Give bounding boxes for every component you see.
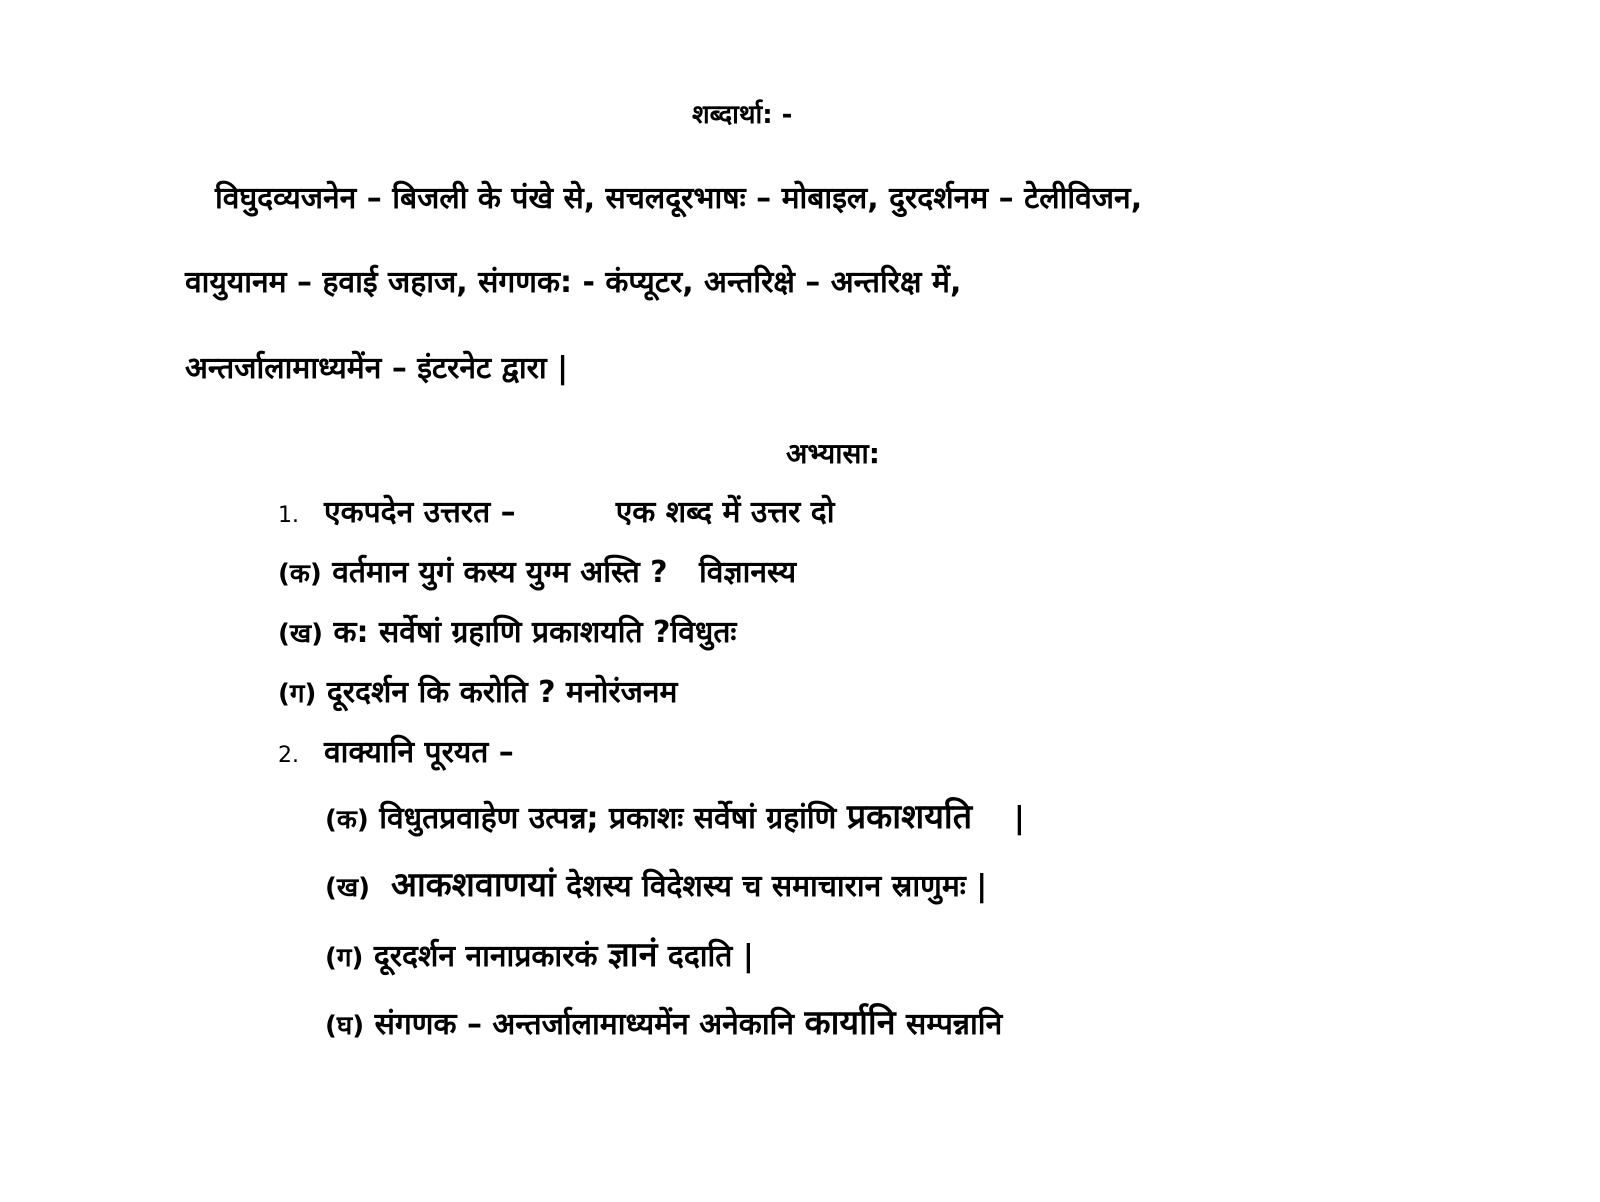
q1-item-label: (क) [278, 559, 322, 589]
q2-item-after: सम्पन्नानि [906, 1007, 1003, 1042]
q1-item-answer: विज्ञानस्य [698, 555, 797, 590]
q1-item-ga [278, 675, 678, 710]
q2-item-before: संगणक – अन्तर्जालामाध्यमेंन अनेकानि [374, 1007, 795, 1042]
q2-item-before: दूरदर्शन नानाप्रकारकं [373, 939, 598, 974]
q2-item-gha [325, 1003, 1003, 1043]
q2-item-kha [325, 865, 988, 905]
q2-instruction: वाक्यानि पूरयत – [324, 735, 514, 770]
q1-item-answer: विधुतः [670, 615, 737, 650]
q1-item-ka [278, 555, 797, 590]
q1-hint: एक शब्द में उत्तर दो [615, 495, 835, 530]
q2-item-label: (घ) [325, 1011, 365, 1041]
q2-item-label: (ग) [325, 943, 364, 973]
exercise-heading: अभ्यासा: [786, 437, 880, 470]
q2-item-after: देशस्य विदेशस्य च समाचारान स्राणुमः | [566, 869, 988, 904]
q2-item-answer: कार्यानि [804, 1003, 896, 1043]
q2-item-after: | [1013, 801, 1025, 836]
q2-number: 2. [278, 743, 299, 768]
glossary-line-2: वायुयानम – हवाई जहाज, संगणक: - कंप्यूटर, अन्तरिक्षे – अन्तरिक्ष में, [185, 265, 962, 300]
q2-item-answer: ज्ञानं [607, 935, 658, 975]
q1-item-kha [278, 615, 737, 650]
q2-item-before: विधुतप्रवाहेण उत्पन्न; प्रकाशः सर्वेषां ग्रहांणि [379, 801, 837, 836]
q2-item-label: (ख) [325, 873, 371, 903]
q1-item-label: (ख) [278, 619, 324, 649]
q2-item-label: (क) [325, 805, 369, 835]
q2-item-answer: आकशवाणयां [390, 865, 556, 905]
q2-item-answer: प्रकाशयति [846, 797, 973, 837]
glossary-line-1: विघुदव्यजनेन – बिजली के पंखे से, सचलदूरभाषः – मोबाइल, दुरदर्शनम – टेलीविजन, [215, 181, 1143, 216]
q2-item-ga [325, 935, 754, 975]
glossary-line-3: अन्तर्जालामाध्यमेंन – इंटरनेट द्वारा | [185, 351, 569, 386]
q1-item-answer: मनोरंजनम [566, 675, 678, 710]
q1-header [278, 495, 835, 530]
q2-header [278, 735, 514, 770]
q1-item-question: दूरदर्शन कि करोति ? [326, 675, 556, 710]
q1-instruction: एकपदेन उत्तरत – [324, 495, 516, 530]
q2-item-ka [325, 797, 1025, 837]
q1-item-question: वर्तमान युगं कस्य युग्म अस्ति ? [332, 555, 668, 590]
q1-item-question: क: सर्वेषां ग्रहाणि प्रकाशयति ? [333, 615, 671, 650]
heading: शब्दार्था: - [692, 100, 793, 130]
q1-number: 1. [278, 503, 299, 528]
q1-item-label: (ग) [278, 679, 317, 709]
q2-item-after: ददाति | [667, 939, 754, 974]
